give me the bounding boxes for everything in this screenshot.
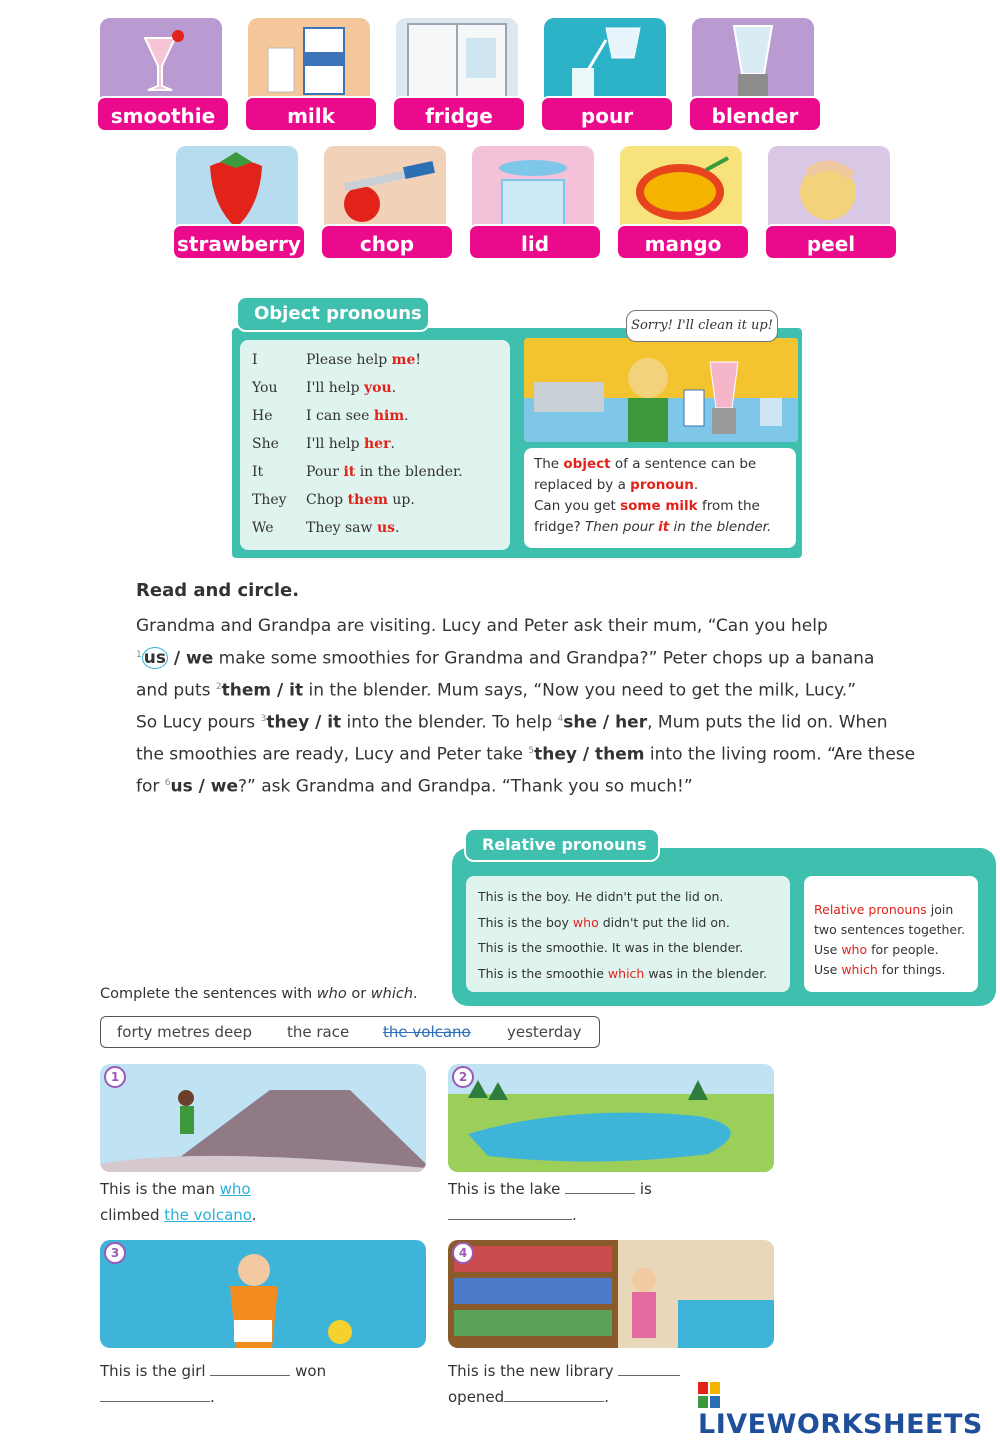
vocab-card-strawberry — [172, 146, 302, 264]
blank-4b[interactable] — [504, 1401, 604, 1402]
blank-2b[interactable] — [448, 1219, 572, 1220]
sentence-4: This is the new library opened . — [448, 1358, 680, 1410]
word-bank-item: the race — [287, 1023, 350, 1041]
pronoun-row: You I'll help you. — [252, 380, 397, 396]
blank-2a[interactable] — [565, 1193, 635, 1194]
choice-3[interactable]: they / it — [266, 712, 342, 733]
item-number: 1 — [104, 1066, 126, 1088]
choice-6[interactable]: us / we — [170, 776, 239, 797]
word-bank-item: forty metres deep — [117, 1023, 253, 1041]
blank-3a[interactable] — [210, 1375, 290, 1376]
vocab-label: fridge — [392, 96, 526, 132]
pour-jug-icon — [544, 18, 666, 108]
sentence-3: This is the girl won . — [100, 1362, 327, 1406]
answer-1a[interactable]: who — [219, 1180, 251, 1198]
pronoun-row: It Pour it in the blender. — [252, 464, 463, 480]
pronoun-row: He I can see him. — [252, 408, 409, 424]
vocab-label: mango — [616, 224, 750, 260]
kitchen-illustration — [524, 338, 798, 442]
vocab-card-peel — [764, 146, 894, 264]
answer-1b[interactable]: the volcano — [164, 1206, 252, 1224]
vocab-card-pour — [540, 18, 670, 136]
vocab-card-mango — [616, 146, 746, 264]
liveworksheets-logo: LIVEWORKSHEETS — [698, 1378, 1000, 1440]
relative-pronouns-title: Relative pronouns — [464, 828, 660, 862]
liveworksheets-icon — [698, 1382, 720, 1408]
mango-icon — [620, 146, 742, 236]
vocab-card-milk — [244, 18, 374, 136]
vocab-label: milk — [244, 96, 378, 132]
vocab-label: peel — [764, 224, 898, 260]
pronoun-row: We They saw us. — [252, 520, 400, 536]
read-and-circle-title: Read and circle. — [136, 580, 300, 601]
relative-pronouns-examples: This is the boy. He didn't put the lid on. This is the boy who didn't put the lid on. This is the smoothie. It was in the blender. This is the smoothie which was in the blender. — [466, 876, 790, 992]
vocab-card-smoothie — [96, 18, 226, 136]
pronoun-row: I Please help me! — [252, 352, 422, 368]
read-and-circle-text: Grandma and Grandpa are visiting. Lucy and Peter ask their mum, “Can you help $^1$ us / we make some smoothies for Grandma and Grandpa?” Peter chops up a banana and puts $^2$them / it in the blender. Mum says, “Now you need to get the milk, Lucy.” So Lucy pours $^3$they / it into the blender. To help $^4$she / her, Mum puts the lid on. When the smoothies are ready, Lucy and Peter take $^5$they / them into the living room. “Are these for $^6$us / we?” ask Grandma and Grandpa. “Thank you so much!” — [136, 616, 916, 797]
blank-4a[interactable] — [618, 1375, 680, 1376]
vocab-label: chop — [320, 224, 454, 260]
milk-carton-icon — [248, 18, 370, 108]
choice-4[interactable]: she / her — [563, 712, 648, 733]
lid-icon — [472, 146, 594, 236]
object-pronouns-title: Object pronouns — [236, 296, 430, 332]
vocab-card-fridge — [392, 18, 522, 136]
vocab-label: lid — [468, 224, 602, 260]
speech-bubble: Sorry! I'll clean it up! — [626, 310, 778, 342]
item-number: 3 — [104, 1242, 126, 1264]
choice-2[interactable]: them / it — [221, 680, 304, 701]
vocab-label: smoothie — [96, 96, 230, 132]
choice-1-other[interactable]: / we — [167, 648, 214, 669]
object-pronouns-note: The object of a sentence can be replaced by a pronoun. Can you get some milk from the fridge? Then pour it in the blender. — [522, 446, 798, 550]
vocab-label: pour — [540, 96, 674, 132]
knife-chop-icon — [324, 146, 446, 236]
blank-3b[interactable] — [100, 1401, 210, 1402]
word-bank-item: yesterday — [507, 1023, 582, 1041]
scene-race — [100, 1240, 426, 1348]
sentence-2: This is the lake is . — [448, 1180, 652, 1224]
fridge-icon — [396, 18, 518, 108]
object-pronouns-table — [240, 340, 510, 550]
relative-pronouns-note: Relative pronouns join two sentences together. Use who for people. Use which for things. — [804, 876, 978, 992]
smoothie-glass-icon — [100, 18, 222, 108]
item-number: 2 — [452, 1066, 474, 1088]
complete-sentences-title: Complete the sentences with who or which. — [100, 986, 418, 1002]
scene-library — [448, 1240, 774, 1348]
blender-icon — [692, 18, 814, 108]
vocab-card-lid — [468, 146, 598, 264]
peel-icon — [768, 146, 890, 236]
scene-lake — [448, 1064, 774, 1172]
strawberry-icon — [176, 146, 298, 236]
vocab-card-chop — [320, 146, 450, 264]
sentence-1: This is the man who climbed the volcano. — [100, 1180, 257, 1224]
word-bank — [100, 1016, 600, 1048]
vocab-card-blender — [688, 18, 818, 136]
vocab-label: blender — [688, 96, 822, 132]
vocab-label: strawberry — [172, 224, 306, 260]
pronoun-row: They Chop them up. — [252, 492, 415, 508]
choice-5[interactable]: they / them — [534, 744, 645, 765]
word-bank-item-used: the volcano — [383, 1023, 471, 1041]
choice-1-selected[interactable]: us — [143, 648, 166, 669]
pronoun-row: She I'll help her. — [252, 436, 395, 452]
scene-volcano — [100, 1064, 426, 1172]
item-number: 4 — [452, 1242, 474, 1264]
